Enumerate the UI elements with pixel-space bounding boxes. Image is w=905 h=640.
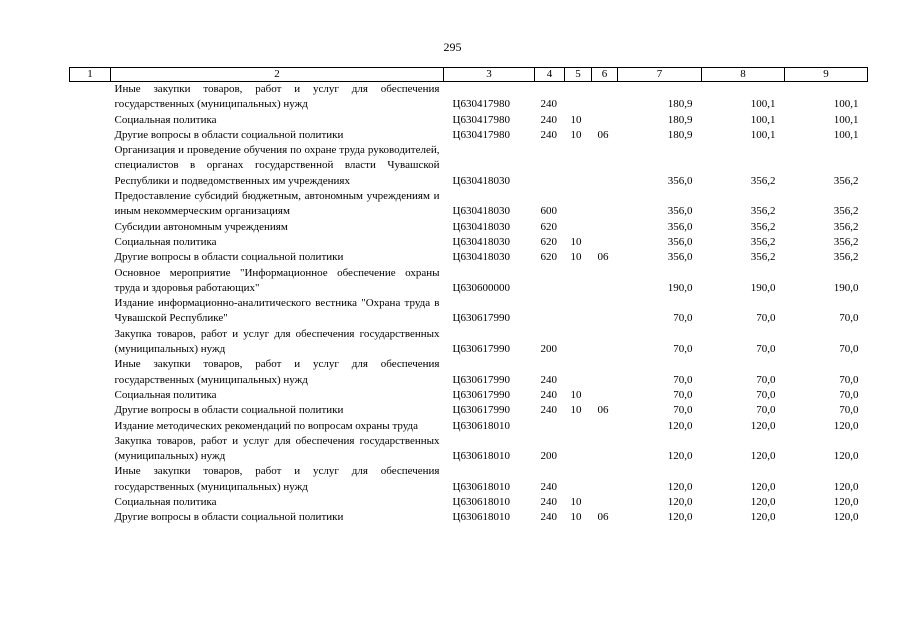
col8-value: 356,2 <box>750 220 776 233</box>
col4-cell: 240 <box>540 113 557 126</box>
code-cell: Ц630417980 <box>452 113 510 126</box>
col9-value: 120,0 <box>833 511 859 524</box>
code-cell: Ц630617990 <box>452 404 510 417</box>
page-number: 295 <box>443 40 462 54</box>
col6-cell <box>592 357 618 388</box>
col4-cell: 200 <box>540 450 557 463</box>
row-number-cell <box>70 388 111 403</box>
row-number-cell <box>70 189 111 220</box>
col9-value: 100,1 <box>833 113 859 126</box>
col7-value: 356,0 <box>667 251 693 264</box>
col9-value: 356,2 <box>833 220 859 233</box>
code-cell: Ц630617990 <box>452 343 510 356</box>
code-cell: Ц630418030 <box>452 251 510 264</box>
col9-value: 70,0 <box>839 373 859 386</box>
col8-value: 190,0 <box>750 281 776 294</box>
col9-value: 356,2 <box>833 251 859 264</box>
col9-value: 70,0 <box>839 388 859 401</box>
col5-cell <box>565 357 592 388</box>
col6-cell <box>592 464 618 495</box>
item-name: Другие вопросы в области социальной политики <box>114 128 344 141</box>
row-number-cell <box>70 495 111 510</box>
col5-cell: 10 <box>570 404 582 417</box>
row-number-cell <box>70 266 111 297</box>
col9-value: 70,0 <box>839 404 859 417</box>
col6-cell <box>592 419 618 434</box>
col5-cell <box>565 464 592 495</box>
header-cell-5: 5 <box>565 68 592 82</box>
code-cell: Ц630617990 <box>452 373 510 386</box>
col6-cell <box>592 388 618 403</box>
col7-value: 70,0 <box>673 373 693 386</box>
col6-cell <box>592 220 618 235</box>
item-name: Другие вопросы в области социальной политики <box>114 251 344 264</box>
row-number-cell <box>70 235 111 250</box>
item-name: Основное мероприятие "Информационное обеспечение охраны труда и здоровья работающих" <box>114 266 440 294</box>
col7-value: 70,0 <box>673 404 693 417</box>
row-number-cell <box>70 296 111 327</box>
col7-value: 120,0 <box>667 450 693 463</box>
col6-cell <box>592 434 618 465</box>
table-row <box>70 250 868 265</box>
table-row <box>70 189 868 220</box>
header-cell-7: 7 <box>618 68 702 82</box>
col8-value: 356,2 <box>750 205 776 218</box>
code-cell: Ц630617990 <box>452 388 510 401</box>
col7-value: 70,0 <box>673 388 693 401</box>
col5-cell: 10 <box>570 388 582 401</box>
col6-cell <box>592 189 618 220</box>
col4-cell: 240 <box>540 511 557 524</box>
budget-table <box>69 67 868 526</box>
col4-cell: 240 <box>540 496 557 509</box>
table-row <box>70 510 868 525</box>
col8-value: 120,0 <box>750 419 776 432</box>
header-cell-2: 2 <box>111 68 444 82</box>
item-name: Издание методических рекомендаций по вопросам охраны труда <box>114 419 419 432</box>
row-number-cell <box>70 128 111 143</box>
col4-cell <box>535 296 565 327</box>
col7-value: 356,0 <box>667 205 693 218</box>
code-cell: Ц630418030 <box>452 235 510 248</box>
col4-cell: 240 <box>540 388 557 401</box>
row-number-cell <box>70 220 111 235</box>
col8-value: 120,0 <box>750 496 776 509</box>
col4-cell <box>535 143 565 189</box>
code-cell: Ц630418030 <box>452 205 510 218</box>
col6-cell <box>592 235 618 250</box>
col8-value: 70,0 <box>756 373 776 386</box>
col8-value: 120,0 <box>750 480 776 493</box>
table-row <box>70 266 868 297</box>
col9-value: 70,0 <box>839 312 859 325</box>
col5-cell <box>565 327 592 358</box>
col8-value: 70,0 <box>756 404 776 417</box>
col6-cell: 06 <box>597 404 609 417</box>
col9-value: 120,0 <box>833 419 859 432</box>
col5-cell <box>565 434 592 465</box>
col9-value: 356,2 <box>833 205 859 218</box>
col8-value: 356,2 <box>750 251 776 264</box>
col5-cell <box>565 296 592 327</box>
header-cell-9: 9 <box>785 68 868 82</box>
row-number-cell <box>70 434 111 465</box>
col7-value: 120,0 <box>667 511 693 524</box>
col5-cell: 10 <box>570 128 582 141</box>
col5-cell <box>565 143 592 189</box>
row-number-cell <box>70 419 111 434</box>
item-name: Иные закупки товаров, работ и услуг для обеспечения государственных (муниципальных) нужд <box>114 465 440 493</box>
col9-value: 70,0 <box>839 343 859 356</box>
table-row <box>70 434 868 465</box>
row-number-cell <box>70 143 111 189</box>
table-row <box>70 82 868 113</box>
code-cell: Ц630618010 <box>452 511 510 524</box>
item-name: Социальная политика <box>114 496 217 509</box>
row-number-cell <box>70 82 111 113</box>
table-row <box>70 128 868 143</box>
col9-value: 100,1 <box>833 98 859 111</box>
row-number-cell <box>70 327 111 358</box>
item-name: Социальная политика <box>114 235 217 248</box>
code-cell: Ц630600000 <box>452 281 510 294</box>
table-row <box>70 235 868 250</box>
col5-cell <box>565 266 592 297</box>
col7-value: 120,0 <box>667 419 693 432</box>
table-row <box>70 388 868 403</box>
header-cell-8: 8 <box>702 68 785 82</box>
col7-value: 356,0 <box>667 235 693 248</box>
col9-value: 190,0 <box>833 281 859 294</box>
col7-value: 190,0 <box>667 281 693 294</box>
table-row <box>70 143 868 189</box>
table-row <box>70 403 868 418</box>
item-name: Другие вопросы в области социальной политики <box>114 404 344 417</box>
col4-cell: 240 <box>540 373 557 386</box>
col9-value: 356,2 <box>833 174 859 187</box>
col8-value: 356,2 <box>750 174 776 187</box>
item-name: Издание информационно-аналитического вестника "Охрана труда в Чувашской Республике" <box>114 297 440 325</box>
item-name: Социальная политика <box>114 113 217 126</box>
col8-value: 100,1 <box>750 128 776 141</box>
table-row <box>70 296 868 327</box>
col8-value: 120,0 <box>750 450 776 463</box>
col9-value: 356,2 <box>833 235 859 248</box>
col4-cell: 600 <box>540 205 557 218</box>
item-name: Организация и проведение обучения по охране труда руководителей, специалистов в органах государственной власти Чувашской Республики и подведомственных им учреждениях <box>114 144 440 187</box>
col9-value: 120,0 <box>833 480 859 493</box>
col6-cell <box>592 296 618 327</box>
col6-cell <box>592 82 618 113</box>
col7-value: 70,0 <box>673 343 693 356</box>
col5-cell: 10 <box>570 496 582 509</box>
table-row <box>70 357 868 388</box>
code-cell: Ц630618010 <box>452 480 510 493</box>
col7-value: 120,0 <box>667 496 693 509</box>
col4-cell: 240 <box>540 404 557 417</box>
col4-cell: 240 <box>540 128 557 141</box>
header-cell-6: 6 <box>592 68 618 82</box>
table-row <box>70 113 868 128</box>
item-name: Другие вопросы в области социальной политики <box>114 511 344 524</box>
col6-cell: 06 <box>597 511 609 524</box>
row-number-cell <box>70 357 111 388</box>
col4-cell <box>535 266 565 297</box>
col6-cell <box>592 113 618 128</box>
table-row <box>70 327 868 358</box>
col4-cell: 200 <box>540 343 557 356</box>
item-name: Закупка товаров, работ и услуг для обеспечения государственных (муниципальных) нужд <box>114 327 440 356</box>
col7-value: 180,9 <box>667 113 693 126</box>
col9-value: 120,0 <box>833 450 859 463</box>
header-cell-3: 3 <box>444 68 535 82</box>
col5-cell: 10 <box>570 511 582 524</box>
col5-cell: 10 <box>570 113 582 126</box>
item-name: Иные закупки товаров, работ и услуг для обеспечения государственных (муниципальных) нужд <box>114 358 440 386</box>
col7-value: 356,0 <box>667 220 693 233</box>
item-name: Субсидии автономным учреждениям <box>114 220 288 233</box>
col6-cell <box>592 327 618 358</box>
row-number-cell <box>70 464 111 495</box>
col4-cell: 620 <box>540 235 557 248</box>
col5-cell <box>565 220 592 235</box>
table-row <box>70 220 868 235</box>
col8-value: 70,0 <box>756 312 776 325</box>
col6-cell: 06 <box>597 128 609 141</box>
col5-cell <box>565 82 592 113</box>
header-cell-4: 4 <box>535 68 565 82</box>
col8-value: 70,0 <box>756 343 776 356</box>
col6-cell <box>592 143 618 189</box>
code-cell: Ц630618010 <box>452 419 510 432</box>
col8-value: 70,0 <box>756 388 776 401</box>
col6-cell: 06 <box>597 251 609 264</box>
col4-cell: 620 <box>540 251 557 264</box>
col5-cell <box>565 189 592 220</box>
header-cell-1: 1 <box>70 68 111 82</box>
col7-value: 356,0 <box>667 174 693 187</box>
code-cell: Ц630417980 <box>452 128 510 141</box>
col5-cell <box>565 419 592 434</box>
col7-value: 70,0 <box>673 312 693 325</box>
row-number-cell <box>70 403 111 418</box>
col7-value: 180,9 <box>667 98 693 111</box>
col8-value: 100,1 <box>750 113 776 126</box>
col5-cell: 10 <box>570 235 582 248</box>
col5-cell: 10 <box>570 251 582 264</box>
code-cell: Ц630418030 <box>452 174 510 187</box>
col9-value: 120,0 <box>833 496 859 509</box>
code-cell: Ц630418030 <box>452 220 510 233</box>
code-cell: Ц630618010 <box>452 450 510 463</box>
item-name: Иные закупки товаров, работ и услуг для обеспечения государственных (муниципальных) нужд <box>114 83 440 111</box>
code-cell: Ц630618010 <box>452 496 510 509</box>
col8-value: 100,1 <box>750 98 776 111</box>
item-name: Социальная политика <box>114 388 217 401</box>
col9-value: 100,1 <box>833 128 859 141</box>
col7-value: 120,0 <box>667 480 693 493</box>
row-number-cell <box>70 113 111 128</box>
col4-cell: 620 <box>540 220 557 233</box>
row-number-cell <box>70 250 111 265</box>
item-name: Предоставление субсидий бюджетным, автономным учреждениям и иным некоммерческим организациям <box>114 190 440 218</box>
col6-cell <box>592 266 618 297</box>
col8-value: 120,0 <box>750 511 776 524</box>
header-row <box>70 68 868 82</box>
col4-cell <box>535 419 565 434</box>
col4-cell: 240 <box>540 98 557 111</box>
code-cell: Ц630417980 <box>452 98 510 111</box>
table-body <box>70 82 868 526</box>
row-number-cell <box>70 510 111 525</box>
col7-value: 180,9 <box>667 128 693 141</box>
col8-value: 356,2 <box>750 235 776 248</box>
table-row <box>70 495 868 510</box>
table-row <box>70 464 868 495</box>
col6-cell <box>592 495 618 510</box>
table-row <box>70 419 868 434</box>
col4-cell: 240 <box>540 480 557 493</box>
code-cell: Ц630617990 <box>452 312 510 325</box>
item-name: Закупка товаров, работ и услуг для обеспечения государственных (муниципальных) нужд <box>114 434 440 463</box>
